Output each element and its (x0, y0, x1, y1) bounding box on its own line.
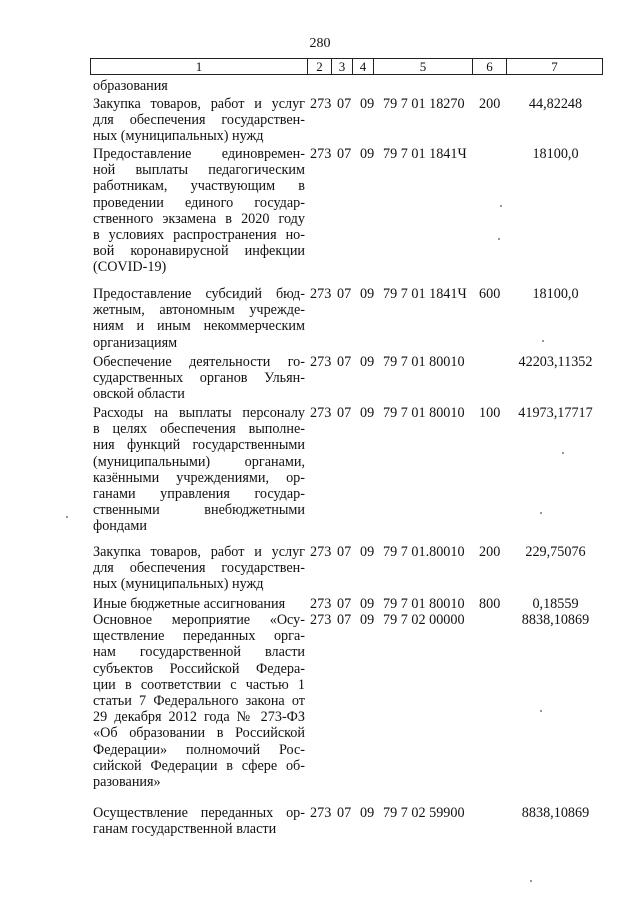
description-line: субъектов Российской Федера- (93, 660, 305, 677)
header-col-2: 2 (308, 59, 332, 74)
code-subsection: 09 (360, 544, 375, 560)
table-row (0, 146, 640, 276)
code-subsection: 09 (360, 612, 375, 628)
header-col-7: 7 (551, 59, 558, 74)
description-line: жетным, автономным учрежде- (93, 302, 305, 319)
row-description (93, 96, 305, 145)
description-line: Федерации» полномочий Рос- (93, 741, 305, 758)
code-section: 07 (337, 805, 352, 821)
code-expense-type: 200 (479, 96, 501, 112)
description-line: Иные бюджетные ассигнования (93, 596, 286, 612)
code-section: 07 (337, 354, 352, 370)
description-line: ции в соответствии с частью 1 (93, 676, 305, 693)
table-row (0, 286, 640, 351)
header-col-3: 3 (332, 59, 353, 74)
description-line: разования» (93, 774, 161, 791)
description-line: ганам государственной власти (93, 821, 277, 838)
table-header (90, 58, 603, 75)
description-line: для обеспечения государствен- (93, 560, 305, 577)
description-line: казёнными учреждениями, ор- (93, 469, 305, 486)
amount: 41973,17717 (518, 405, 593, 421)
code-expense-type: 800 (479, 596, 501, 612)
amount: 229,75076 (525, 544, 586, 560)
scan-speck (498, 238, 500, 240)
description-line: овской области (93, 386, 185, 403)
row-description (93, 146, 305, 276)
description-line: в целях обеспечения выполне- (93, 421, 305, 438)
amount: 42203,11352 (518, 354, 593, 370)
description-line: для обеспечения государствен- (93, 112, 305, 129)
table-row (0, 596, 640, 612)
table-row (0, 78, 640, 94)
code-expense-type: 200 (479, 544, 501, 560)
code-admin: 273 (310, 596, 332, 612)
header-col-6: 6 (473, 59, 507, 74)
description-line: ганами управления государ- (93, 486, 305, 503)
description-line: проведении единого государ- (93, 194, 305, 211)
description-line: ных (муниципальных) нужд (93, 576, 264, 593)
code-subsection: 09 (360, 96, 375, 112)
row-description (93, 286, 305, 351)
scan-speck (66, 516, 68, 518)
table-row (0, 354, 640, 403)
code-admin: 273 (310, 146, 332, 162)
row-description (93, 596, 305, 612)
description-line: Осуществление переданных ор- (93, 805, 305, 821)
table-row (0, 612, 640, 790)
description-line: Предоставление единовремен- (93, 146, 305, 162)
code-section: 07 (337, 612, 352, 628)
description-line: фондами (93, 518, 147, 535)
scan-speck (540, 710, 542, 712)
amount: 0,18559 (532, 596, 579, 612)
code-section: 07 (337, 146, 352, 162)
description-line: ществление переданных орга- (93, 628, 305, 645)
page-number: 280 (309, 36, 331, 51)
table-row (0, 405, 640, 535)
code-subsection: 09 (360, 405, 375, 421)
code-admin: 273 (310, 544, 332, 560)
description-line: Основное мероприятие «Осу- (93, 612, 305, 628)
description-line: Предоставление субсидий бюд- (93, 286, 305, 302)
description-line: в условиях распространения но- (93, 227, 305, 244)
header-col-1: 1 (91, 59, 308, 74)
description-line: Закупка товаров, работ и услуг (93, 544, 305, 560)
code-section: 07 (337, 286, 352, 302)
row-description (93, 612, 305, 790)
code-target-article: 79 7 01 80010 (383, 405, 465, 421)
scan-speck (500, 205, 502, 207)
code-subsection: 09 (360, 596, 375, 612)
code-admin: 273 (310, 354, 332, 370)
code-target-article: 79 7 01 18270 (383, 96, 465, 112)
row-description (93, 78, 305, 94)
header-col-4: 4 (353, 59, 374, 74)
code-target-article: 79 7 01 80010 (383, 596, 465, 612)
description-line: Расходы на выплаты персоналу (93, 405, 305, 421)
table-row (0, 544, 640, 593)
amount: 8838,10869 (521, 612, 590, 628)
code-section: 07 (337, 596, 352, 612)
code-admin: 273 (310, 612, 332, 628)
code-section: 07 (337, 405, 352, 421)
code-target-article: 79 7 01 1841Ч (383, 286, 467, 302)
description-line: ниям и иным некоммерческим (93, 318, 305, 335)
amount: 8838,10869 (521, 805, 590, 821)
code-subsection: 09 (360, 354, 375, 370)
code-admin: 273 (310, 805, 332, 821)
amount: 18100,0 (532, 146, 579, 162)
description-line: (COVID-19) (93, 259, 167, 276)
amount: 18100,0 (532, 286, 579, 302)
code-admin: 273 (310, 405, 332, 421)
row-description (93, 405, 305, 535)
scan-speck (540, 512, 542, 514)
code-section: 07 (337, 96, 352, 112)
table-row (0, 805, 640, 837)
code-target-article: 79 7 02 59900 (383, 805, 465, 821)
description-line: ственного экзамена в 2020 году (93, 210, 305, 227)
description-line: ной выплаты педагогическим (93, 162, 305, 179)
description-line: «Об образовании в Российской (93, 725, 305, 742)
code-expense-type: 600 (479, 286, 501, 302)
scan-speck (562, 452, 564, 454)
scan-speck (530, 880, 532, 882)
description-line: сударственных органов Ульян- (93, 370, 305, 387)
description-line: ных (муниципальных) нужд (93, 128, 264, 145)
description-line: вой коронавирусной инфекции (93, 243, 305, 260)
row-description (93, 354, 305, 403)
code-target-article: 79 7 01.80010 (383, 544, 465, 560)
description-line: образования (93, 78, 168, 94)
description-line: Обеспечение деятельности го- (93, 354, 305, 370)
scan-speck (542, 340, 544, 342)
description-line: 29 декабря 2012 года № 273-ФЗ (93, 709, 305, 726)
description-line: сийской Федерации в сфере об- (93, 757, 305, 774)
code-target-article: 79 7 01 1841Ч (383, 146, 467, 162)
code-subsection: 09 (360, 286, 375, 302)
row-description (93, 544, 305, 593)
description-line: нам государственной власти (93, 644, 305, 661)
description-line: работникам, участвующим в (93, 178, 305, 195)
description-line: организациям (93, 334, 178, 351)
code-admin: 273 (310, 286, 332, 302)
code-subsection: 09 (360, 805, 375, 821)
table-row (0, 96, 640, 145)
code-section: 07 (337, 544, 352, 560)
header-col-5: 5 (374, 59, 473, 74)
code-target-article: 79 7 02 00000 (383, 612, 465, 628)
code-expense-type: 100 (479, 405, 501, 421)
code-admin: 273 (310, 96, 332, 112)
row-description (93, 805, 305, 837)
description-line: ния функций государственными (93, 437, 305, 454)
code-subsection: 09 (360, 146, 375, 162)
description-line: (муниципальными) органами, (93, 453, 305, 470)
code-target-article: 79 7 01 80010 (383, 354, 465, 370)
description-line: Закупка товаров, работ и услуг (93, 96, 305, 112)
description-line: ственными внебюджетными (93, 502, 305, 519)
description-line: статьи 7 Федерального закона от (93, 693, 305, 710)
amount: 44,82248 (528, 96, 583, 112)
